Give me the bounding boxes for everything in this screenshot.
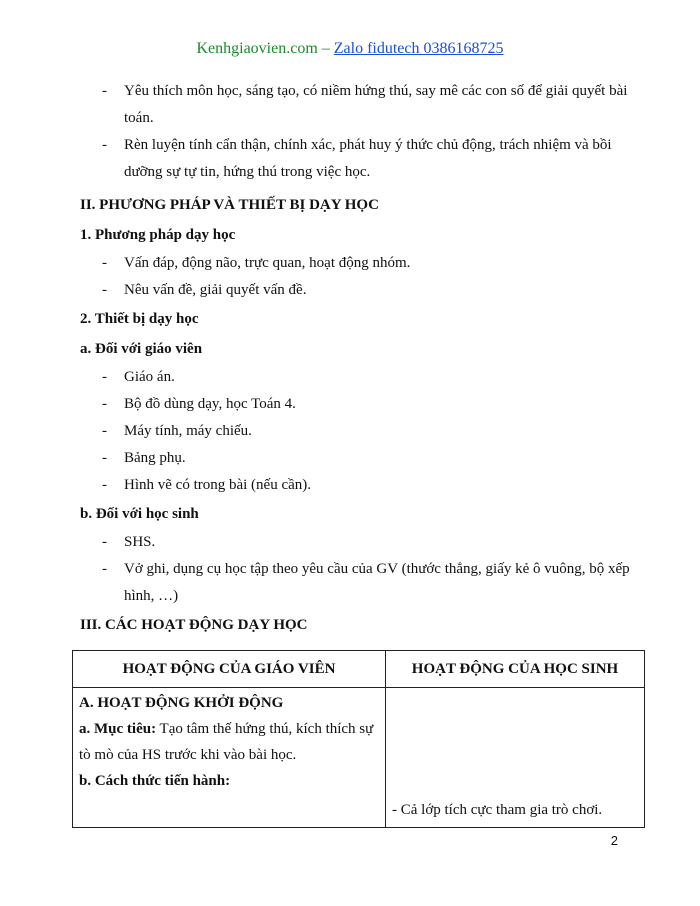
list-item: - SHS. [102, 534, 156, 550]
teacher-column-header: HOẠT ĐỘNG CỦA GIÁO VIÊN [73, 651, 386, 688]
header-separator: – [317, 40, 334, 57]
list-item: - Vấn đáp, động não, trực quan, hoạt động nhóm. [102, 255, 411, 271]
activity-title: A. HOẠT ĐỘNG KHỞI ĐỘNG [79, 695, 284, 711]
document-body [80, 78, 640, 640]
zalo-link[interactable]: Zalo fidutech 0386168725 [333, 40, 504, 57]
subsection-heading: 1. Phương pháp dạy học [80, 227, 236, 243]
list-item: - Giáo án. [102, 369, 175, 385]
goal-text: a. Mục tiêu: Tạo tâm thế hứng thú, kích thích sự tò mò của HS trước khi vào bài học. [79, 721, 374, 763]
table-header-row [73, 651, 645, 688]
page-header [0, 40, 700, 58]
list-item: - Bảng phụ. [102, 450, 186, 466]
page-number: 2 [610, 833, 618, 848]
list-item: - Nêu vấn đề, giải quyết vấn đề. [102, 282, 307, 298]
teacher-cell [73, 688, 386, 828]
subsection-heading: b. Đối với học sinh [80, 506, 199, 522]
list-item: - Yêu thích môn học, sáng tạo, có niềm hứng thú, say mê các con số để giải quyết bài toán. [102, 83, 628, 126]
site-name[interactable]: Kenhgiaovien.com [196, 40, 318, 57]
list-item: - Vở ghi, dụng cụ học tập theo yêu cầu của GV (thước thẳng, giấy kẻ ô vuông, bộ xếp hình, …) [102, 561, 630, 604]
student-column-header: HOẠT ĐỘNG CỦA HỌC SINH [386, 651, 645, 688]
activities-table [72, 650, 645, 828]
section-heading: III. CÁC HOẠT ĐỘNG DẠY HỌC [80, 617, 308, 633]
student-cell [386, 688, 645, 828]
subsection-heading: 2. Thiết bị dạy học [80, 311, 199, 327]
list-item: - Bộ đồ dùng dạy, học Toán 4. [102, 396, 296, 412]
list-item: - Rèn luyện tính cẩn thận, chính xác, phát huy ý thức chủ động, trách nhiệm và bồi dưỡng sự tự tin, hứng thú trong việc học. [102, 137, 612, 180]
section-heading: II. PHƯƠNG PHÁP VÀ THIẾT BỊ DẠY HỌC [80, 197, 379, 213]
subsection-heading: a. Đối với giáo viên [80, 341, 203, 357]
method-title: b. Cách thức tiến hành: [79, 773, 231, 789]
list-item: - Hình vẽ có trong bài (nếu cần). [102, 477, 312, 493]
list-item: - Máy tính, máy chiếu. [102, 423, 252, 439]
student-activity-text: - Cả lớp tích cực tham gia trò chơi. [392, 802, 603, 818]
table-row [73, 688, 645, 828]
